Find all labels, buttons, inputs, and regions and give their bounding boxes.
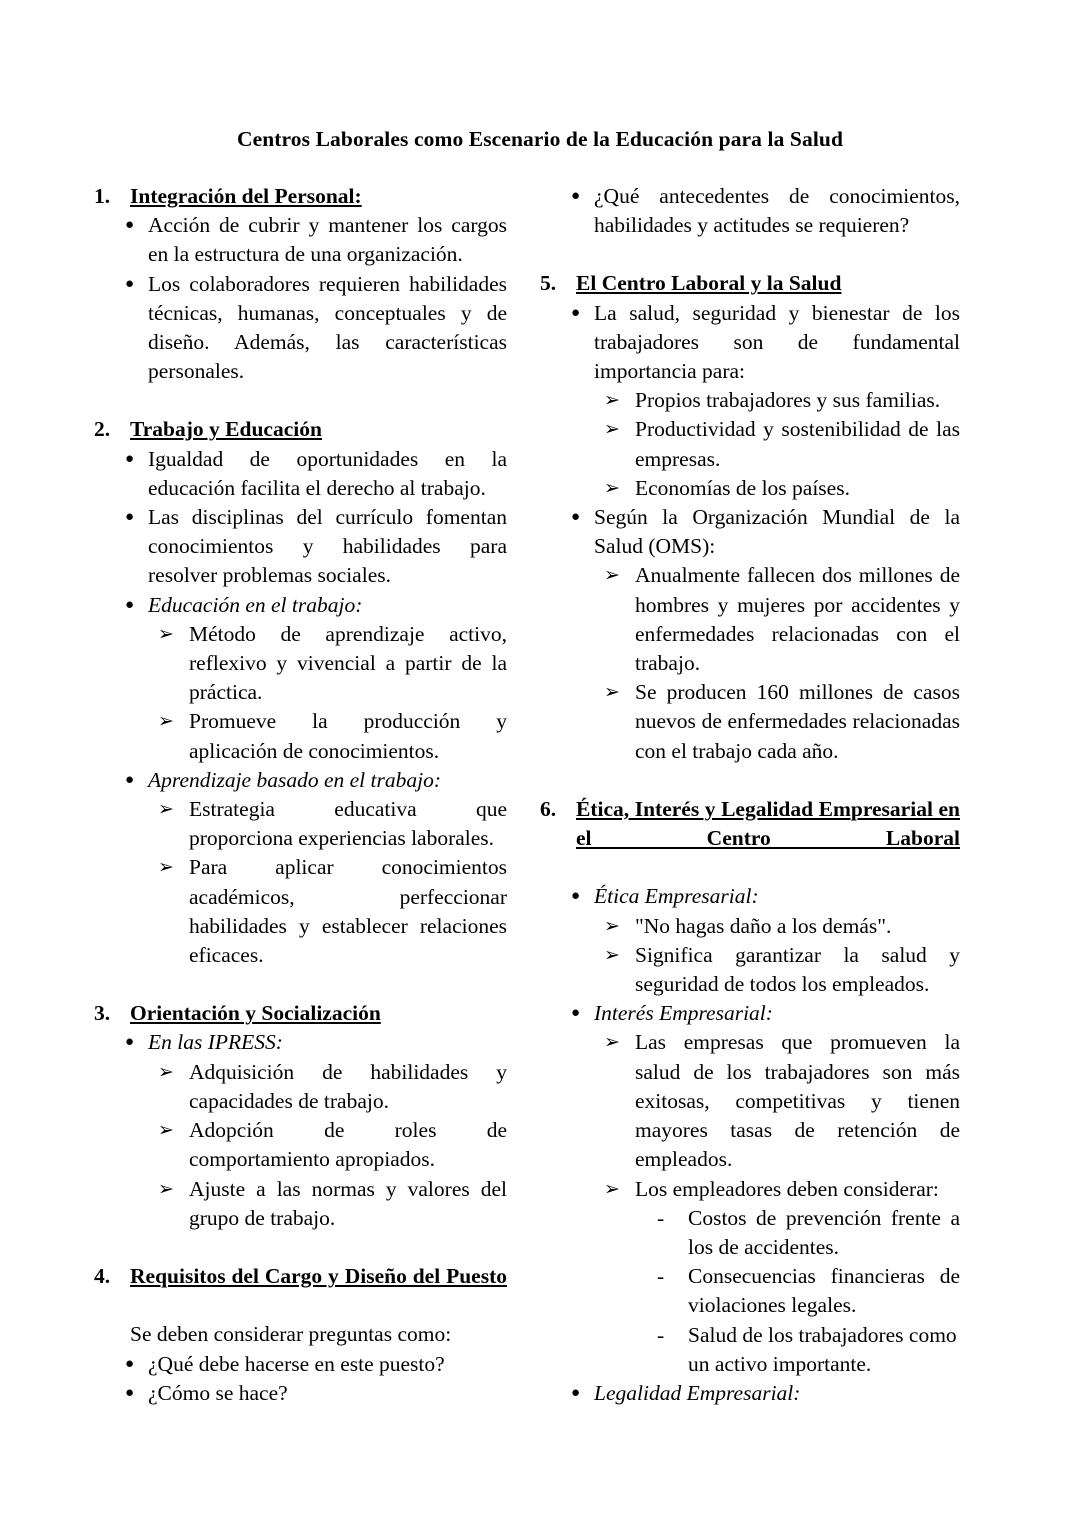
sub-list-item-text: Anualmente fallecen dos millones de hombres y mujeres por accidentes y enfermedades relacionadas con el trabajo. [635, 563, 960, 676]
bullet-icon: ● [571, 188, 581, 204]
sub-sub-list-item-text: Consecuencias financieras de violaciones legales. [688, 1264, 960, 1318]
page-title: Centros Laborales como Escenario de la Educación para la Salud [236, 127, 844, 151]
bullet-icon: ● [125, 1034, 135, 1051]
arrow-icon: ➢ [158, 1061, 174, 1083]
sub-list-item-text: Adopción de roles de comportamiento apropiados. [189, 1118, 507, 1172]
sub-list-item-text: Productividad y sostenibilidad de las empresas. [635, 417, 960, 471]
sub-list-item-text: Adquisición de habilidades y capacidades de trabajo. [189, 1059, 507, 1113]
sub-list-item-text: Los empleadores deben considerar: [635, 1176, 939, 1201]
sub-list-item [604, 1175, 960, 1204]
list-item [570, 503, 960, 561]
section-number-1: 1. [94, 184, 111, 208]
bullet-icon: ● [571, 1384, 581, 1401]
section-spacer [540, 240, 960, 269]
arrow-icon: ➢ [158, 857, 174, 879]
section-title-3: Orientación y Socialización [130, 1001, 381, 1026]
sub-list-item [604, 941, 960, 999]
arrow-icon: ➢ [604, 944, 620, 966]
bullet-icon: ● [125, 596, 135, 613]
bullet-icon: ● [571, 509, 581, 526]
list-item-text: ¿Cómo se hace? [148, 1380, 288, 1405]
section-number-2: 2. [94, 417, 111, 442]
section-title-6: Ética, Interés y Legalidad Empresarial en el Centro Laboral [576, 796, 960, 851]
bullet-icon: ● [125, 771, 135, 788]
arrow-icon: ➢ [158, 1178, 174, 1200]
arrow-icon: ➢ [604, 1178, 620, 1200]
sub-list-item-text: Método de aprendizaje activo, reflexivo y vivencial a partir de la práctica. [189, 621, 507, 705]
two-column-body [0, 182, 1080, 1408]
sub-list-item-text: Se producen 160 millones de casos nuevos de enfermedades relacionadas con el trabajo cada año. [635, 680, 960, 763]
list-item [570, 1379, 960, 1408]
list-item-text: Según la Organización Mundial de la Salud (OMS): [594, 505, 960, 559]
arrow-icon: ➢ [604, 419, 620, 441]
sub-list-item-text: Para aplicar conocimientos académicos, perfeccionar habilidades y establecer relaciones eficaces. [189, 855, 507, 968]
list-item-text: Acción de cubrir y mantener los cargos en la estructura de una organización. [148, 213, 507, 267]
bullet-icon: ● [571, 304, 581, 321]
arrow-icon: ➢ [604, 1032, 620, 1054]
sub-list-item-text: "No hagas daño a los demás". [635, 913, 892, 938]
list-item-text: Interés Empresarial: [594, 1001, 773, 1026]
arrow-icon: ➢ [604, 682, 620, 704]
sub-list-item [604, 678, 960, 766]
bullet-icon: ● [125, 275, 135, 292]
bullet-icon: ● [125, 1355, 135, 1372]
section-number-3: 3. [94, 1001, 111, 1026]
bullet-icon: ● [571, 888, 581, 905]
section-number-4: 4. [94, 1263, 111, 1288]
section-heading-5 [540, 269, 960, 298]
arrow-icon: ➢ [604, 915, 620, 937]
dash-icon: - [657, 1322, 665, 1347]
arrow-icon: ➢ [158, 623, 174, 645]
list-item-text: La salud, seguridad y bienestar de los trabajadores son de fundamental importancia para: [594, 300, 960, 384]
sub-list-item [604, 386, 960, 415]
list-item-text: ¿Qué antecedentes de conocimientos, habilidades y actitudes se requieren? [594, 184, 960, 238]
sub-list-item [604, 415, 960, 473]
arrow-icon: ➢ [158, 711, 174, 733]
sub-sub-list-item-text: Costos de prevención frente a los de accidentes. [688, 1205, 960, 1259]
bullet-icon: ● [125, 509, 135, 526]
arrow-icon: ➢ [604, 565, 620, 587]
list-item-text: Los colaboradores requieren habilidades técnicas, humanas, conceptuales y de diseño. Además, las características personales. [148, 271, 507, 384]
sub-list-item-text: Ajuste a las normas y valores del grupo de trabajo. [189, 1176, 507, 1230]
sub-sub-list-item [657, 1204, 960, 1262]
sub-list-item [604, 1028, 960, 1174]
list-item-text: Legalidad Empresarial: [594, 1380, 801, 1405]
right-column [6, 182, 960, 1408]
sub-sub-list-item [657, 1262, 960, 1320]
sub-list-item-text: Promueve la producción y aplicación de conocimientos. [189, 709, 507, 763]
sub-list-item-text: Propios trabajadores y sus familias. [635, 388, 941, 413]
arrow-icon: ➢ [158, 1120, 174, 1142]
arrow-icon: ➢ [604, 390, 620, 412]
section-number-5: 5. [540, 271, 557, 296]
arrow-icon: ➢ [604, 477, 620, 499]
sub-list-item-text: Significa garantizar la salud y seguridad de todos los empleados. [635, 942, 960, 997]
sub-list-item-text: Estrategia educativa que proporciona experiencias laborales. [189, 797, 507, 851]
list-item-text: Las disciplinas del currículo fomentan conocimientos y habilidades para resolver problemas sociales. [148, 505, 507, 588]
list-item-text: ¿Qué debe hacerse en este puesto? [148, 1351, 445, 1376]
list-item-text: Ética Empresarial: [594, 884, 759, 909]
dash-icon: - [657, 1205, 665, 1230]
bullet-icon: ● [125, 217, 135, 234]
sub-sub-list-item-text: Salud de los trabajadores como un activo importante. [688, 1322, 957, 1376]
sub-list-item-text: Las empresas que promueven la salud de los trabajadores son más exitosas, competitivas y tienen mayores tasas de retención de empleados. [635, 1030, 960, 1172]
section-spacer [540, 766, 960, 795]
section-title-4: Requisitos del Cargo y Diseño del Puesto [130, 1263, 507, 1288]
list-item [570, 882, 960, 911]
list-item-text: En las IPRESS: [148, 1030, 283, 1055]
section-lead-in-4: Se deben considerar preguntas como: [130, 1322, 452, 1347]
section-heading-6 [540, 795, 960, 883]
list-item-text: Aprendizaje basado en el trabajo: [148, 767, 442, 792]
list-item [570, 299, 960, 387]
sub-list-item [604, 474, 960, 503]
bullet-icon: ● [125, 450, 135, 467]
sub-sub-list-item [657, 1321, 960, 1379]
list-item-text: Igualdad de oportunidades en la educación facilita el derecho al trabajo. [148, 446, 507, 500]
section-number-6: 6. [540, 796, 557, 821]
arrow-icon: ➢ [158, 799, 174, 821]
sub-list-item [604, 912, 960, 941]
bullet-icon: ● [125, 1384, 135, 1401]
list-item-text: Educación en el trabajo: [148, 592, 363, 617]
dash-icon: - [657, 1264, 665, 1289]
list-item [570, 999, 960, 1028]
section-title-2: Trabajo y Educación [130, 417, 322, 442]
sub-list-item-text: Economías de los países. [635, 475, 850, 500]
section-title-5: El Centro Laboral y la Salud [576, 271, 842, 296]
list-item [570, 182, 960, 240]
section-title-1: Integración del Personal: [130, 184, 362, 208]
bullet-icon: ● [571, 1005, 581, 1022]
sub-list-item [604, 561, 960, 678]
